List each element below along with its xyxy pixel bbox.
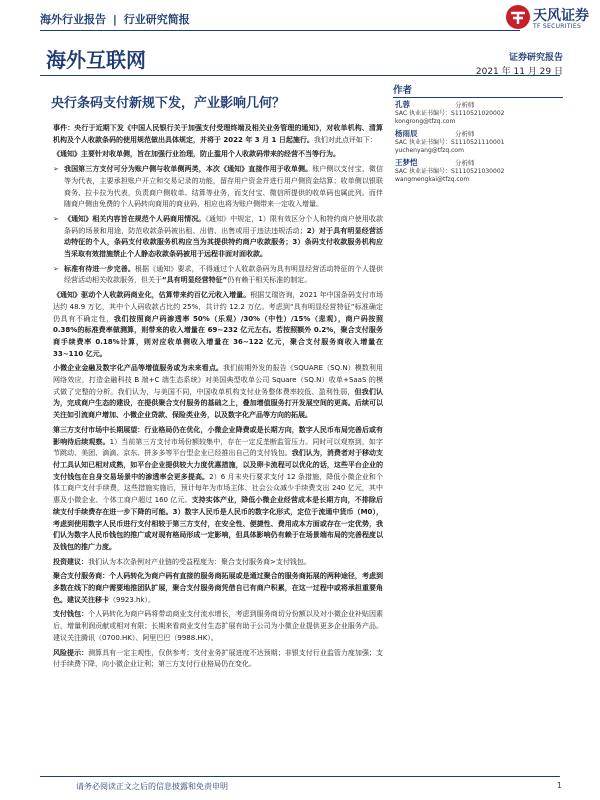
author-cert: SAC 执业证书编号：S1110521030002 [395, 168, 505, 175]
report-date: 2021 年 11 月 29 日 [475, 67, 563, 77]
author-role: 分析师 [455, 130, 475, 138]
header-separator: | [112, 13, 117, 26]
brand-logo [505, 4, 595, 34]
value-added-services-paragraph: 小微企业金融及数字化产品等增值服务或为未来看点。我们前期外发的报告《SQUARE（SQ.N）模数利用网络效应，打造金融科技 B 端+C 端生态系统》对美国典型收单公司 Square（SQ.N）收单+SaaS 的模式做了完整的分析。我们认为，与美国不同，中国收单机构支付业务整体费率较低、盈利性弱，但我们认为，完成商户生态的建设，在提供聚合支付服务的基础之上，叠加增值服务打开发展空间的更高。后续可以关注如引流商户增加、小微企业贷款、保险类业务，以及数字化产品等方向的拓展。 [53, 364, 384, 420]
author-card [395, 101, 565, 126]
author-card [395, 159, 565, 184]
title-divider [40, 75, 560, 76]
logo-name-en: TF SECURITIES [533, 23, 582, 30]
author-cert: SAC 执业证书编号：S1110521020002 [395, 110, 505, 117]
author-name: 孔蓉 [395, 100, 410, 109]
event-paragraph: 事件：央行于近期下发《中国人民银行关于加强支付受理终端及相关业务管理的通知》，对收单机构、清算机构及个人收款条码的使用规范做出具体规定，并将于 2022 年 3 月 1 日起施行。我们对此点评如下： [53, 124, 383, 144]
author-role: 分析师 [455, 101, 475, 109]
logo-name-cn: 天风证券 [533, 8, 589, 24]
report-type: 证券研究报告 [508, 53, 563, 63]
industry-title: 海外互联网 [46, 48, 146, 72]
notice-summary-paragraph: 《通知》主要针对收单侧，旨在加强行业治理，防止滥用个人收款码带来的经营不当等行为。 [53, 150, 340, 159]
market-outlook-paragraph: 第三方支付市场中长期展望：行业格局仍在优化，小微企业降费或是长期方向，数字人民币布局完善后或有影响待后续观察。1）当前第三方支付市场份额较集中，存在一定反垄断监管压力。同时可以观察到，如字节跳动、美团、滴滴、京东、拼多多等平台型企业已经推出自己的支付钱包。我们认为，消费者对于移动支付工具认知已相对成熟，如平台企业提供较大力度优惠措施，以及卵卡流程可以优化的话，这些平台企业的支付钱包在自身交易场景中的渗透率会更多提高。2）6 月末央行要求支付 12 条措施，降低小微企业和个体工商户支付手续费，这些措施实施后，预计每年为市场主体、社会公众减少手续费支出 240 亿元，其中惠及小微企业、个体工商户超过 160 亿元。支持实体产业，降低小微企业经营成本是长期方向，不排除后续支付手续费存在进一步下降的可能。3）数字人民币是人民币的数字化形式，定位于流通中货币（M0），考虑到使用数字人民币进行支付相较于第三方支付，在安全性、便捷性、费用成本方面或存在一定优势，我们认为数字人民币钱包的推广或对现有格局形成一定影响，但具体影响仍有赖于在场景端布局的完善程度以及钱包的推广力度。 [53, 425, 384, 551]
header-category-label: 海外行业报告 [40, 13, 106, 26]
author-cert: SAC 执业证书编号：S1110521110001 [395, 139, 505, 146]
author-email[interactable]: wangmengkai@tfzq.com [395, 176, 470, 183]
risk-paragraph: 风险提示：测算具有一定主观性，仅供参考；支付业务扩展进度不达预期；非银支付行业监管力度加强；支付手续费下降，向小微企业让利；第三方支付行业格局仍在变化。 [53, 648, 383, 669]
investment-advice-paragraph: 投资建议：我们认为本次条例对产业链的受益程度为：聚合支付服务商>支付钱包。 [53, 557, 311, 566]
header-divider [40, 30, 520, 31]
report-title: 央行条码支付新规下发，产业影响几何？ [51, 96, 286, 111]
bullet-item: ➢ 标准有待进一步完善。根据《通知》要求，不得通过个人收款条码为具有明显经营活动特征的个人提供经营活动相关收款服务，但关于“具有明显经营特征”仍有赖于相关标准的制定。 [53, 264, 383, 287]
author-email[interactable]: kongrong@tfzq.com [395, 118, 456, 125]
revenue-estimate-paragraph: 《通知》驱动个人收款码商业化，估算带来约百亿元收入增量。根据艾瑞咨询，2021 年中国条码支付市场达约 48.9 万亿，其中个人码收款占比约 25%，共计约 12.2 万亿。考虑到“具有明显经营特征”标准确定仍具有不确定性，我们按照商户码渗透率 50%（乐观）/30%（中性）/15%（悲观），商户码按照 0.38%的标准费率做测算，则带来的收入增量在 69~232 亿元左右。若按照额外 0.2%，聚合支付服务商手续费率 0.18%计算，则对应收单侧收入增量在 36~122 亿元，聚合支付服务商收入增量在 33~110 亿元。 [53, 291, 383, 358]
author-name: 杨雨辰 [395, 129, 418, 138]
footer-disclaimer[interactable]: 请务必阅读正文之后的信息披露和免责申明 [76, 782, 228, 791]
page-number: 1 [556, 781, 562, 790]
aggregator-paragraph: 聚合支付服务商：个人码转化为商户码有直接的服务商拓展或是通过聚合的服务商拓展的两种途径，考虑到多数在线下的商户需要地推团队扩展，聚合支付服务商凭借自已有商户积累，在这一过程中或将承担重要角色。建议关注移卡（9923.hk）。 [53, 572, 383, 604]
report-body [53, 123, 383, 674]
header-category [40, 11, 190, 27]
author-email[interactable]: yuchenyang@tfzq.com [395, 147, 464, 154]
authors-heading: 作者 [393, 82, 563, 98]
bullet-item: ➢ 《通知》相关内容旨在规范个人码商用情况。《通知》中规定，1）限有效区分个人和特约商户使用收款条码的场景和用途，防范收款条码被出租、出借、出售或用于违法违规活动；2）对于具有明显经营活动特征的个人，条码支付收款服务机构应当为其提供特约商户收款服务；3）条码支付收款服务机构应当采取有效措施禁止个人静态收款条码被用于远程非面对面收款。 [53, 214, 383, 261]
wallet-paragraph: 支付钱包：个人码转化为商户码将带动商业支付流水增长，考虑到服务商切分份额以及对小微企业补贴因素后，增量利润贡献或相对有限；长期来看商业支付生态扩展有助于公司为小微企业提供更多企业服务产品。建议关注腾讯（0700.HK）、阿里巴巴（9988.HK）。 [53, 610, 383, 642]
author-role: 分析师 [455, 159, 475, 167]
footer-divider [40, 776, 560, 777]
author-card [395, 130, 565, 155]
bullet-item: ➢ 我国第三方支付可分为账户侧与收单侧两类，本次《通知》直接作用于收单侧。账户侧以支付宝、微信等为代表，主要承担账户开立和交易记录的功能，留存用户资金并进行用户侧资金结算；收单侧以银联商务、拉卡拉为代表，负责商户侧收单、结算等业务，而支付宝、微信所提供的收单码也属此列。而伴随商户侧由免费的个人码转向商用的商业码，相应也将为账户侧带来一定收入增量。 [53, 164, 383, 211]
tf-logo-icon [505, 4, 531, 30]
author-name: 王梦恺 [395, 158, 418, 167]
header-subcategory: 行业研究简报 [123, 13, 190, 26]
